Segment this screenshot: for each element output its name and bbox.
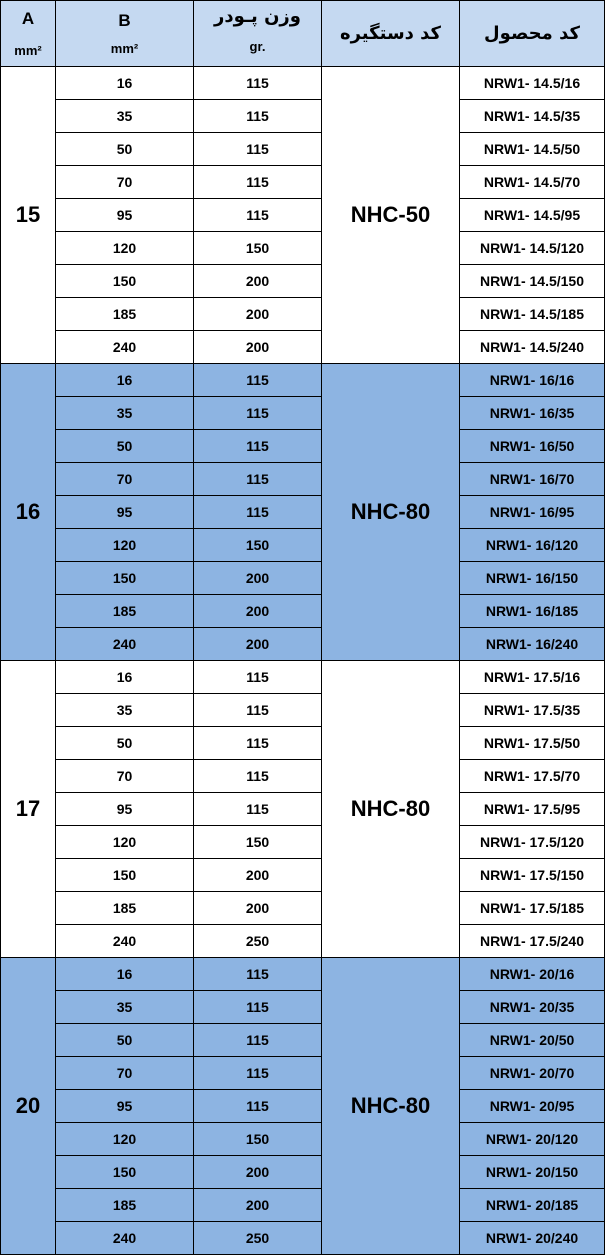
cell-b: 185 [56,298,194,331]
cell-powder-weight: 200 [194,859,322,892]
cell-product-code: NRW1- 20/35 [460,991,605,1024]
cell-powder-weight: 115 [194,133,322,166]
table-header [1,1,605,67]
cell-product-code: NRW1- 16/120 [460,529,605,562]
cell-product-code: NRW1- 20/150 [460,1156,605,1189]
table-row [1,1123,605,1156]
table-row [1,331,605,364]
cell-product-code: NRW1- 17.5/50 [460,727,605,760]
cell-b: 70 [56,166,194,199]
table-row [1,430,605,463]
cell-powder-weight: 250 [194,1222,322,1255]
table-row [1,826,605,859]
table-row [1,67,605,100]
header-powder-unit: gr. [249,39,266,54]
cell-powder-weight: 115 [194,496,322,529]
header-b-unit: mm² [110,41,139,56]
row-group [1,958,605,1255]
table-row [1,298,605,331]
cell-product-code: NRW1- 16/16 [460,364,605,397]
cell-b: 240 [56,628,194,661]
cell-powder-weight: 115 [194,760,322,793]
table-row [1,166,605,199]
cell-product-code: NRW1- 17.5/35 [460,694,605,727]
header-row [1,1,605,67]
cell-product-code: NRW1- 17.5/70 [460,760,605,793]
cell-product-code: NRW1- 20/240 [460,1222,605,1255]
cell-tool-code: NHC-80 [322,958,460,1255]
cell-b: 35 [56,991,194,1024]
table-row [1,364,605,397]
cell-b: 50 [56,430,194,463]
table-row [1,694,605,727]
table-row [1,562,605,595]
cell-b: 70 [56,1057,194,1090]
table-row [1,958,605,991]
cell-product-code: NRW1- 17.5/240 [460,925,605,958]
cell-b: 35 [56,100,194,133]
table-row [1,232,605,265]
table-row [1,595,605,628]
cell-product-code: NRW1- 16/150 [460,562,605,595]
cell-product-code: NRW1- 17.5/95 [460,793,605,826]
cell-powder-weight: 115 [194,100,322,133]
cell-product-code: NRW1- 17.5/16 [460,661,605,694]
cell-product-code: NRW1- 14.5/70 [460,166,605,199]
cell-b: 95 [56,199,194,232]
table-row [1,265,605,298]
cell-powder-weight: 115 [194,727,322,760]
cell-product-code: NRW1- 17.5/150 [460,859,605,892]
cell-powder-weight: 115 [194,166,322,199]
cell-powder-weight: 150 [194,232,322,265]
cell-product-code: NRW1- 17.5/185 [460,892,605,925]
cell-product-code: NRW1- 20/50 [460,1024,605,1057]
cell-b: 185 [56,1189,194,1222]
cell-b: 150 [56,1156,194,1189]
table-row [1,199,605,232]
cell-powder-weight: 115 [194,991,322,1024]
header-b [56,1,194,67]
table-row [1,925,605,958]
cell-powder-weight: 200 [194,331,322,364]
table-row [1,760,605,793]
cell-product-code: NRW1- 20/70 [460,1057,605,1090]
header-powder [194,1,322,67]
cell-product-code: NRW1- 14.5/120 [460,232,605,265]
cell-product-code: NRW1- 16/35 [460,397,605,430]
header-b-label: B [118,11,131,30]
cell-b: 185 [56,892,194,925]
cell-b: 16 [56,958,194,991]
table-row [1,397,605,430]
cell-b: 95 [56,793,194,826]
cell-powder-weight: 115 [194,1090,322,1123]
header-tool-label: کد دستگیره [339,22,442,44]
cell-powder-weight: 115 [194,463,322,496]
table-row [1,496,605,529]
cell-tool-code: NHC-80 [322,661,460,958]
cell-b: 150 [56,562,194,595]
table-row [1,793,605,826]
cell-b: 120 [56,1123,194,1156]
cell-powder-weight: 200 [194,562,322,595]
cell-product-code: NRW1- 14.5/95 [460,199,605,232]
cell-product-code: NRW1- 16/240 [460,628,605,661]
cell-b: 50 [56,727,194,760]
cell-a: 20 [1,958,56,1255]
cell-powder-weight: 115 [194,430,322,463]
cell-b: 120 [56,826,194,859]
cell-b: 120 [56,232,194,265]
cell-powder-weight: 115 [194,958,322,991]
cell-product-code: NRW1- 14.5/150 [460,265,605,298]
header-a-label: A [21,9,35,28]
cell-powder-weight: 200 [194,595,322,628]
cell-tool-code: NHC-50 [322,67,460,364]
cell-b: 150 [56,859,194,892]
cell-product-code: NRW1- 14.5/185 [460,298,605,331]
cell-b: 16 [56,364,194,397]
header-code-label: کد محصول [484,22,580,44]
cell-b: 95 [56,496,194,529]
cell-a: 15 [1,67,56,364]
cell-powder-weight: 200 [194,628,322,661]
header-code [460,1,605,67]
table-row [1,1156,605,1189]
cell-b: 70 [56,463,194,496]
cell-powder-weight: 150 [194,529,322,562]
cell-product-code: NRW1- 20/120 [460,1123,605,1156]
cell-product-code: NRW1- 16/95 [460,496,605,529]
cell-powder-weight: 150 [194,826,322,859]
table-row [1,133,605,166]
table-row [1,661,605,694]
cell-b: 35 [56,694,194,727]
cell-tool-code: NHC-80 [322,364,460,661]
cell-powder-weight: 115 [194,793,322,826]
cell-powder-weight: 200 [194,298,322,331]
row-group [1,67,605,364]
cell-powder-weight: 250 [194,925,322,958]
cell-powder-weight: 115 [194,694,322,727]
table-row [1,727,605,760]
cell-a: 17 [1,661,56,958]
cell-product-code: NRW1- 14.5/240 [460,331,605,364]
table-row [1,100,605,133]
cell-b: 240 [56,925,194,958]
table-row [1,892,605,925]
header-powder-label: وزن پـودر [214,6,301,27]
cell-product-code: NRW1- 20/95 [460,1090,605,1123]
table-row [1,1024,605,1057]
cell-powder-weight: 200 [194,892,322,925]
table-row [1,1057,605,1090]
cell-product-code: NRW1- 20/16 [460,958,605,991]
cell-powder-weight: 115 [194,1057,322,1090]
row-group [1,661,605,958]
cell-powder-weight: 200 [194,1189,322,1222]
cell-a: 16 [1,364,56,661]
cell-powder-weight: 200 [194,265,322,298]
table-row [1,1222,605,1255]
cell-b: 50 [56,133,194,166]
cell-b: 240 [56,1222,194,1255]
cell-powder-weight: 115 [194,661,322,694]
table-row [1,991,605,1024]
cell-powder-weight: 150 [194,1123,322,1156]
cell-b: 16 [56,67,194,100]
cell-b: 240 [56,331,194,364]
cell-powder-weight: 115 [194,67,322,100]
header-tool [322,1,460,67]
table-row [1,529,605,562]
cell-product-code: NRW1- 20/185 [460,1189,605,1222]
cell-powder-weight: 115 [194,364,322,397]
cell-b: 120 [56,529,194,562]
table-row [1,859,605,892]
table-row [1,1189,605,1222]
cell-powder-weight: 115 [194,199,322,232]
cell-product-code: NRW1- 14.5/35 [460,100,605,133]
cell-b: 150 [56,265,194,298]
cell-product-code: NRW1- 16/70 [460,463,605,496]
cell-b: 50 [56,1024,194,1057]
cell-powder-weight: 200 [194,1156,322,1189]
table-row [1,463,605,496]
cell-product-code: NRW1- 16/50 [460,430,605,463]
cell-b: 35 [56,397,194,430]
cell-b: 16 [56,661,194,694]
cell-powder-weight: 115 [194,1024,322,1057]
cell-b: 95 [56,1090,194,1123]
cell-b: 70 [56,760,194,793]
table-row [1,628,605,661]
cell-powder-weight: 115 [194,397,322,430]
cell-product-code: NRW1- 14.5/50 [460,133,605,166]
cell-product-code: NRW1- 16/185 [460,595,605,628]
cell-b: 185 [56,595,194,628]
header-a-unit: mm² [14,43,42,58]
cell-product-code: NRW1- 14.5/16 [460,67,605,100]
row-group [1,364,605,661]
table-row [1,1090,605,1123]
cell-product-code: NRW1- 17.5/120 [460,826,605,859]
header-a [1,1,56,67]
